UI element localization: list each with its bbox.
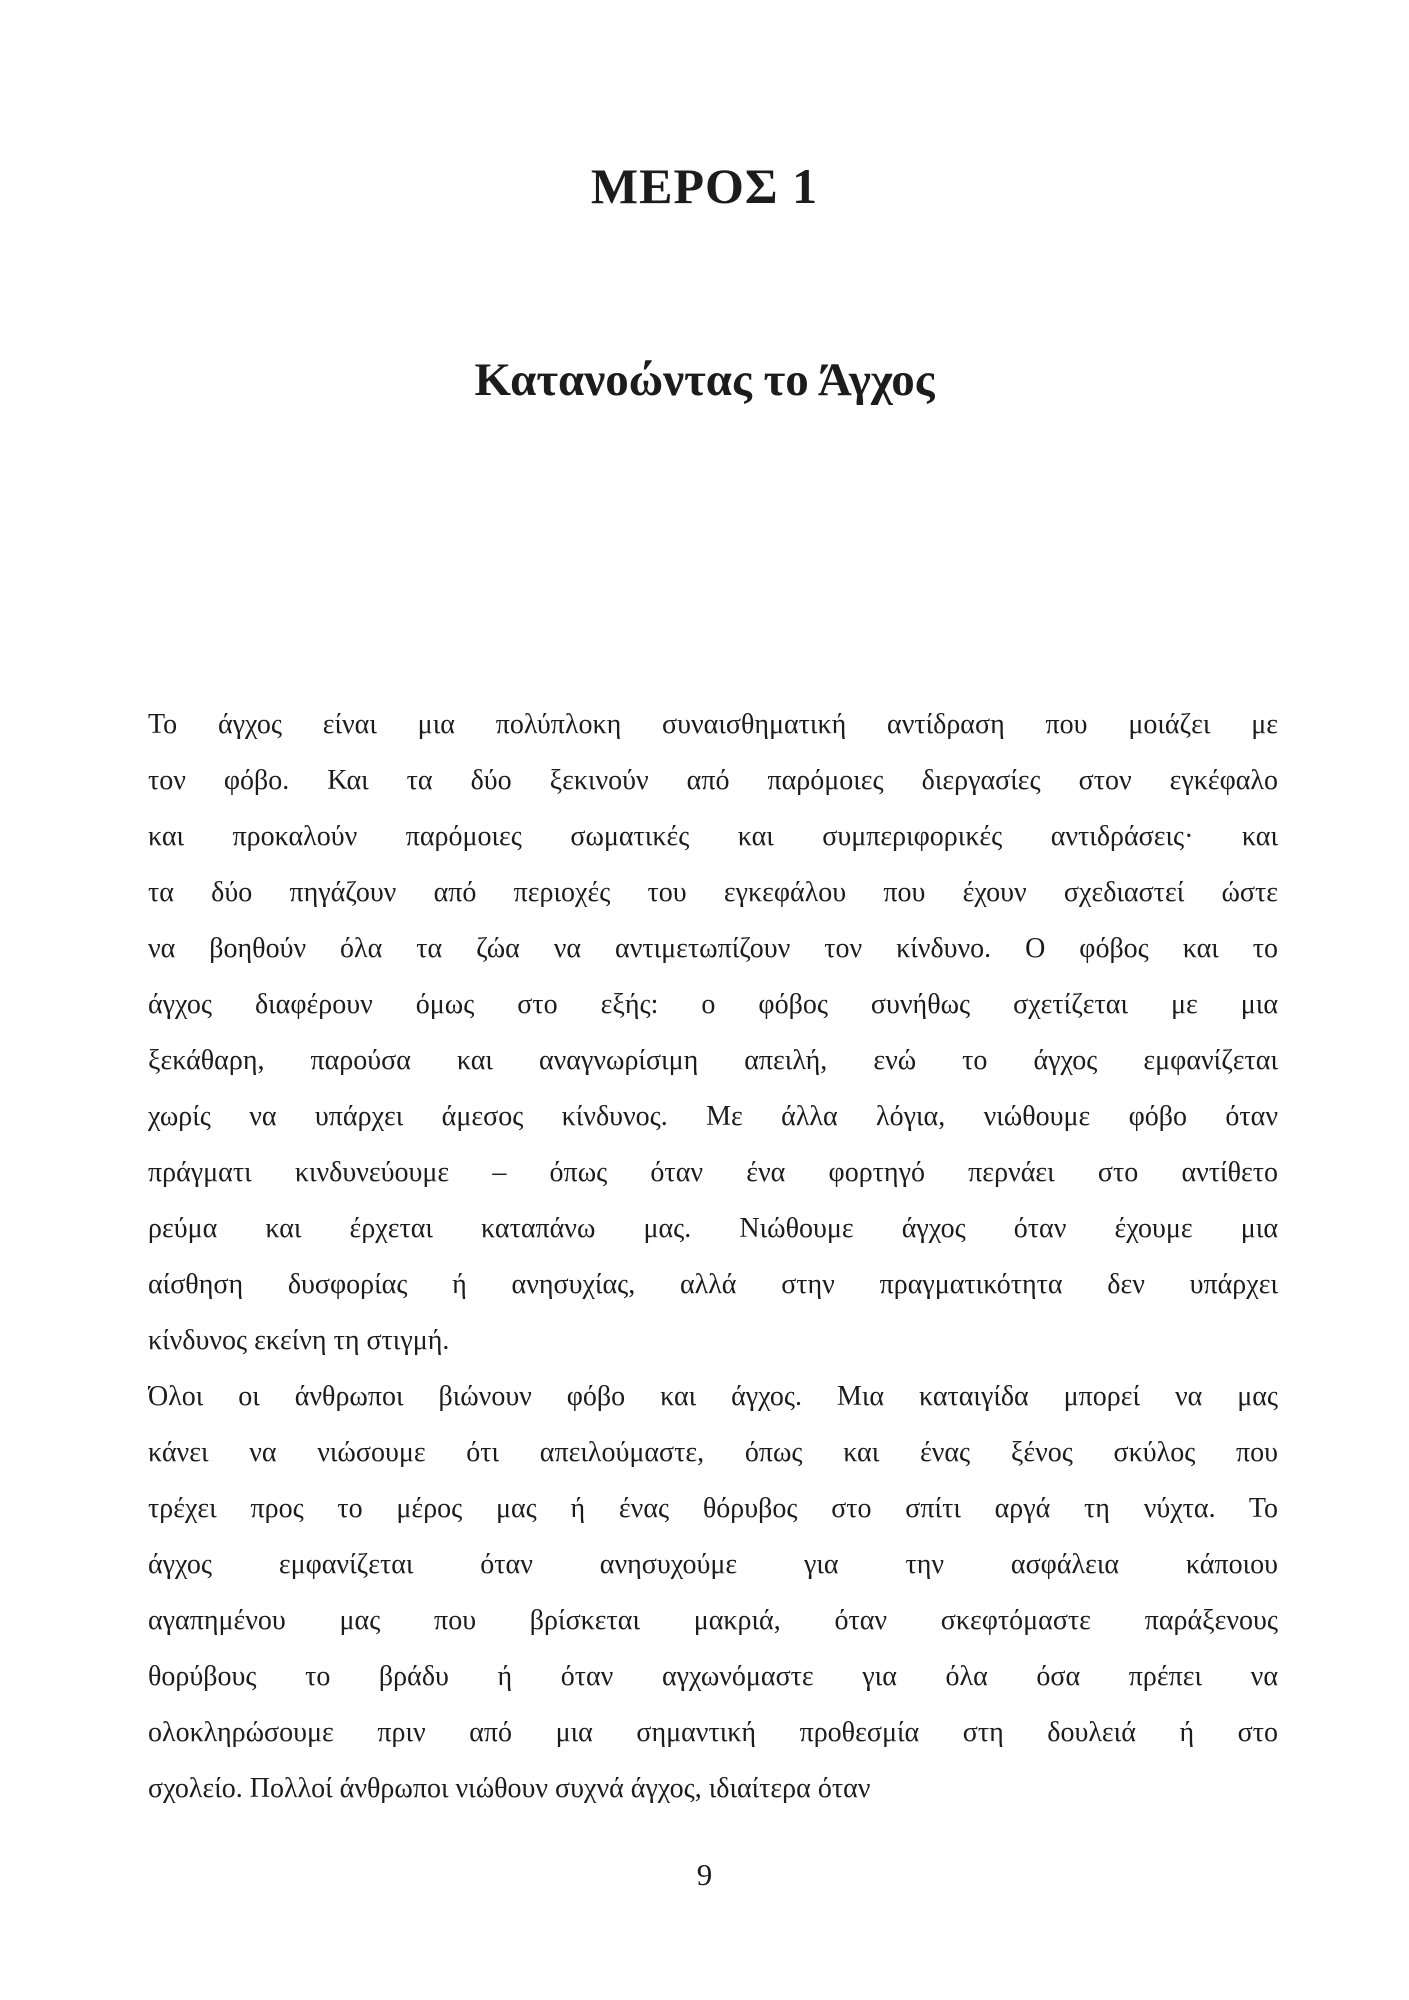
text-line: άγχος εμφανίζεται όταν ανησυχούμε για την ασφάλεια κάποιου (148, 1549, 1278, 1580)
text-line: ρεύμα και έρχεται καταπάνω μας. Νιώθουμε άγχος όταν έχουμε μια (148, 1213, 1278, 1244)
text-line: χωρίς να υπάρχει άμεσος κίνδυνος. Με άλλα λόγια, νιώθουμε φόβο όταν (148, 1101, 1278, 1132)
text-line: ξεκάθαρη, παρούσα και αναγνωρίσιμη απειλή, ενώ το άγχος εμφανίζεται (148, 1045, 1278, 1076)
text-line: άγχος διαφέρουν όμως στο εξής: ο φόβος συνήθως σχετίζεται με μια (148, 989, 1278, 1020)
text-line: αγαπημένου μας που βρίσκεται μακριά, όταν σκεφτόμαστε παράξενους (148, 1605, 1278, 1636)
text-line: και προκαλούν παρόμοιες σωματικές και συμπεριφορικές αντιδράσεις· και (148, 821, 1278, 852)
text-line: τα δύο πηγάζουν από περιοχές του εγκεφάλου που έχουν σχεδιαστεί ώστε (148, 877, 1278, 908)
text-line: Όλοι οι άνθρωποι βιώνουν φόβο και άγχος. Μια καταιγίδα μπορεί να μας (148, 1381, 1278, 1412)
text-line: αίσθηση δυσφορίας ή ανησυχίας, αλλά στην πραγματικότητα δεν υπάρχει (148, 1269, 1278, 1300)
text-line: Το άγχος είναι μια πολύπλοκη συναισθηματική αντίδραση που μοιάζει με (148, 709, 1278, 740)
part-heading: ΜΕΡΟΣ 1 (590, 158, 819, 214)
text-line: να βοηθούν όλα τα ζώα να αντιμετωπίζουν τον κίνδυνο. Ο φόβος και το (148, 933, 1278, 964)
text-line: κάνει να νιώσουμε ότι απειλούμαστε, όπως και ένας ξένος σκύλος που (148, 1437, 1278, 1468)
text-line: σχολείο. Πολλοί άνθρωποι νιώθουν συχνά άγχος, ιδιαίτερα όταν (148, 1773, 871, 1804)
page-number: 9 (696, 1857, 713, 1892)
text-line: τρέχει προς το μέρος μας ή ένας θόρυβος στο σπίτι αργά τη νύχτα. Το (148, 1493, 1278, 1524)
paragraph-1 (148, 697, 1278, 1369)
text-line: κίνδυνος εκείνη τη στιγμή. (148, 1325, 450, 1356)
text-line: θορύβους το βράδυ ή όταν αγχωνόμαστε για όλα όσα πρέπει να (148, 1661, 1278, 1692)
body-text (148, 697, 1278, 1817)
text-line: ολοκληρώσουμε πριν από μια σημαντική προθεσμία στη δουλειά ή στο (148, 1717, 1278, 1748)
paragraph-2 (148, 1369, 1278, 1817)
chapter-title: Κατανοώντας το Άγχος (474, 354, 935, 406)
text-line: πράγματι κινδυνεύουμε – όπως όταν ένα φορτηγό περνάει στο αντίθετο (148, 1157, 1278, 1188)
text-line: τον φόβο. Και τα δύο ξεκινούν από παρόμοιες διεργασίες στον εγκέφαλο (148, 765, 1278, 796)
